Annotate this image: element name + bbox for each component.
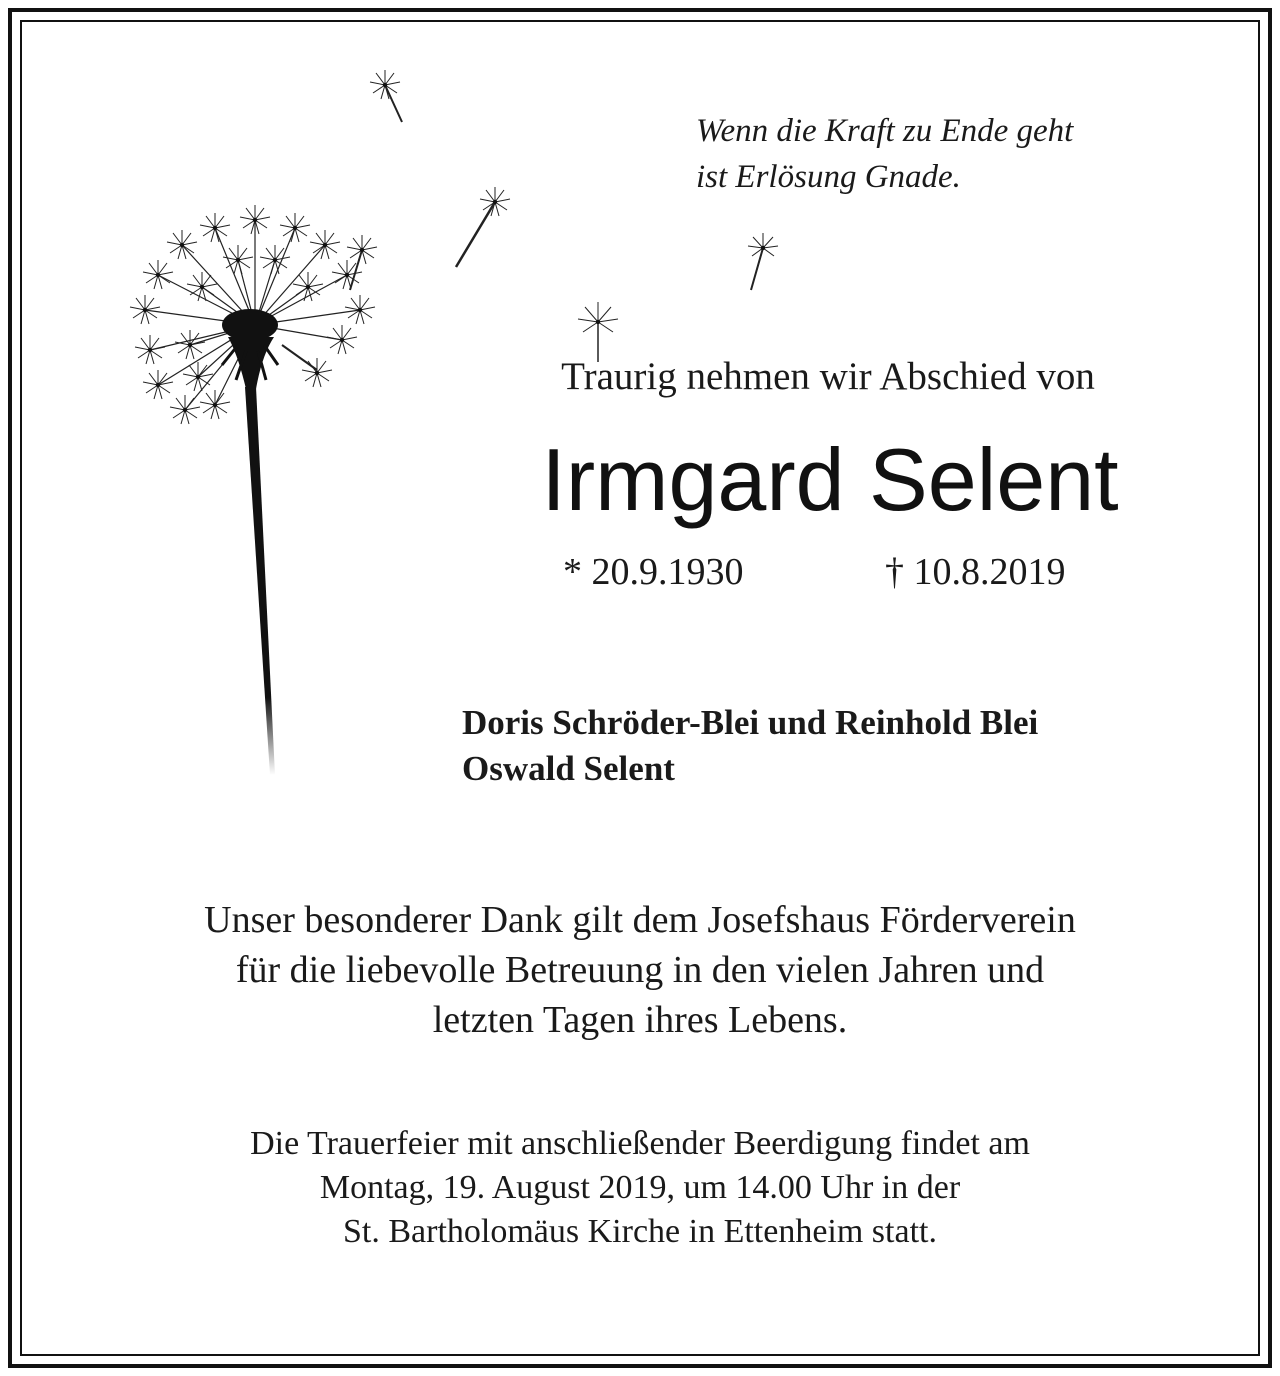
flying-seed-3 bbox=[347, 235, 377, 290]
mourner-line: Doris Schröder-Blei und Reinhold Blei bbox=[462, 703, 1039, 742]
birth-date: * 20.9.1930 bbox=[563, 551, 744, 593]
deceased-name: Irmgard Selent bbox=[541, 430, 1119, 529]
flying-seed-5 bbox=[282, 345, 332, 387]
service-line: Montag, 19. August 2019, um 14.00 Uhr in der bbox=[319, 1169, 961, 1206]
mourners bbox=[462, 700, 1038, 792]
farewell-intro: Traurig nehmen wir Abschied von bbox=[561, 355, 1095, 398]
thanks-paragraph bbox=[60, 895, 1220, 1045]
dandelion-illustration bbox=[110, 55, 550, 785]
thanks-line: Unser besonderer Dank gilt dem Josefshaus Förderverein bbox=[204, 899, 1076, 941]
flying-seed-1 bbox=[370, 70, 402, 122]
seed-right bbox=[735, 228, 795, 298]
quote-line: ist Erlösung Gnade. bbox=[696, 159, 961, 195]
thanks-line: letzten Tagen ihres Lebens. bbox=[432, 999, 848, 1041]
quote-line: Wenn die Kraft zu Ende geht bbox=[696, 113, 1074, 149]
service-line: Die Trauerfeier mit anschließender Beerdigung findet am bbox=[250, 1125, 1030, 1162]
flying-seed-2 bbox=[456, 187, 510, 267]
death-date: † 10.8.2019 bbox=[885, 551, 1066, 593]
quote bbox=[696, 108, 1073, 200]
funeral-service-info bbox=[60, 1122, 1220, 1254]
service-line: St. Bartholomäus Kirche in Ettenheim statt. bbox=[343, 1213, 937, 1250]
mourner-line: Oswald Selent bbox=[462, 749, 675, 788]
dandelion-stem bbox=[245, 387, 275, 775]
thanks-line: für die liebevolle Betreuung in den vielen Jahren und bbox=[235, 949, 1045, 991]
